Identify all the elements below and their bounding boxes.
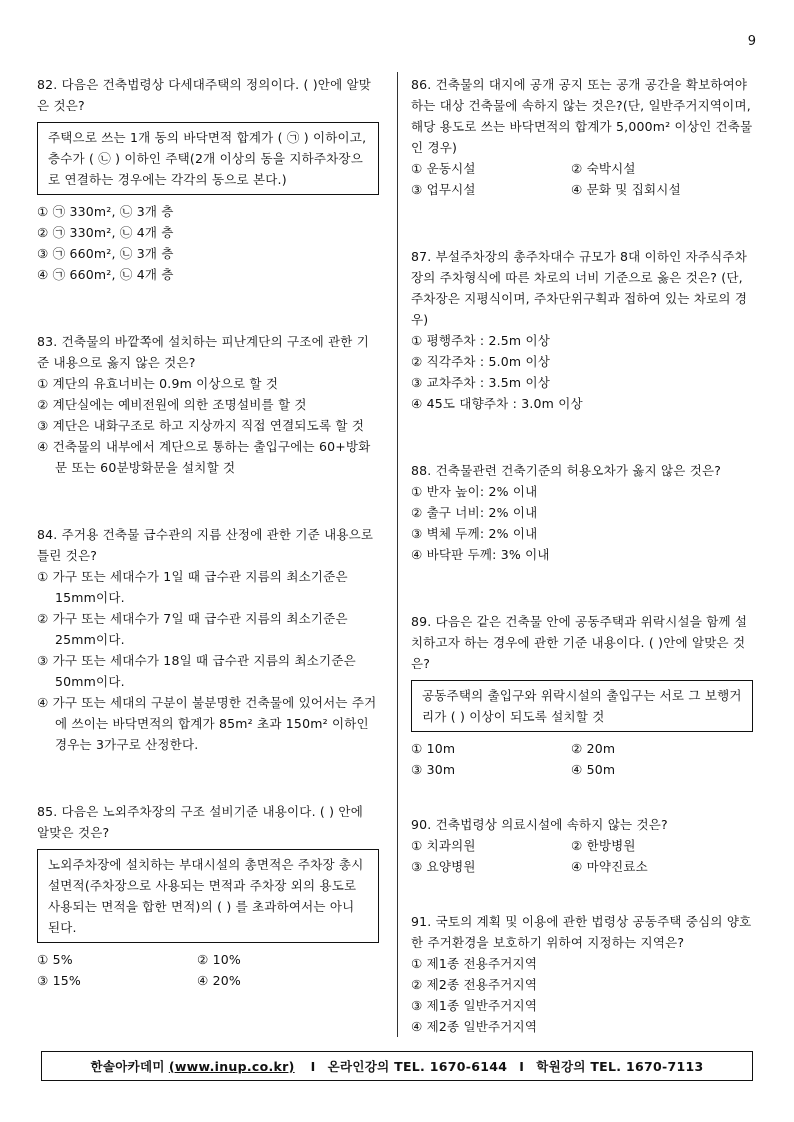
column-divider [397,72,398,1037]
question-box: 노외주차장에 설치하는 부대시설의 총면적은 주차장 총시설면적(주차장으로 사용되는 면적과 주차장 외의 용도로 사용되는 면적을 합한 면적)의 ( ) 를 초과하여서는 아니 된다. [37,849,379,943]
options-grid [411,835,753,877]
footer-banner [41,1051,753,1081]
question-91 [411,911,753,1037]
online-phone: 온라인강의 TEL. 1670-6144 [327,1059,508,1074]
option: ① 치과의원 [411,838,476,853]
option: ② 한방병원 [571,838,636,853]
question-89 [411,611,753,780]
option: ④ 가구 또는 세대의 구분이 불분명한 건축물에 있어서는 주거에 쓰이는 바닥면적의 합계가 85m² 초과 150m² 이하인 경우는 3가구로 산정한다. [37,695,377,752]
page-number: 9 [747,34,756,49]
question-84 [37,524,379,755]
option: ② ㉠ 330m², ㉡ 4개 층 [37,225,174,240]
option: ③ 교차주차 : 3.5m 이상 [411,375,551,390]
option: ③ 가구 또는 세대수가 18일 때 급수관 지름의 최소기준은 50mm이다. [37,653,356,689]
question-stem: 91. 국토의 계획 및 이용에 관한 법령상 공동주택 중심의 양호한 주거환경을 보호하기 위하여 지정하는 지역은? [411,914,752,950]
website-link[interactable]: (www.inup.co.kr) [168,1058,295,1074]
option: ③ 벽체 두께: 2% 이내 [411,526,538,541]
option: ③ 15% [37,973,81,988]
question-stem: 87. 부설주차장의 총주차대수 규모가 8대 이하인 자주식주차장의 주차형식에 따른 차로의 너비 기준으로 옳은 것은? (단, 주차장은 지평식이며, 주차단위구획과 접하여 있는 차로의 경우) [411,249,748,327]
question-90 [411,814,753,877]
option: ① 운동시설 [411,161,476,176]
option: ② 직각주차 : 5.0m 이상 [411,354,551,369]
question-stem: 84. 주거용 건축물 급수관의 지름 산정에 관한 기준 내용으로 틀린 것은? [37,527,374,563]
option: ① ㉠ 330m², ㉡ 3개 층 [37,204,174,219]
option: ③ 30m [411,762,456,777]
question-stem: 82. 다음은 건축법령상 다세대주택의 정의이다. ( )안에 알맞은 것은? [37,77,372,113]
options-grid [411,158,753,200]
option: ① 10m [411,741,456,756]
question-stem: 86. 건축물의 대지에 공개 공지 또는 공개 공간을 확보하여야 하는 대상 건축물에 속하지 않는 것은?(단, 일반주거지역이며, 해당 용도로 쓰는 바닥면적의 합계가 5,000m² 이상인 건축물인 경우) [411,77,753,155]
question-85 [37,801,379,991]
question-box: 주택으로 쓰는 1개 동의 바닥면적 합계가 ( ㉠ ) 이하이고, 층수가 ( ㉡ ) 이하인 주택(2개 이상의 동을 지하주차장으로 연결하는 경우에는 각각의 동으로 본다.) [37,122,379,195]
question-stem: 83. 건축물의 바깥쪽에 설치하는 피난계단의 구조에 관한 기준 내용으로 옳지 않은 것은? [37,334,370,370]
option: ④ 제2종 일반주거지역 [411,1019,538,1034]
option: ② 계단실에는 예비전원에 의한 조명설비를 할 것 [37,397,307,412]
option: ④ 문화 및 집회시설 [571,182,681,197]
option: ② 제2종 전용주거지역 [411,977,538,992]
option: ④ 마약진료소 [571,859,648,874]
option: ③ 업무시설 [411,182,476,197]
option: ① 가구 또는 세대수가 1일 때 급수관 지름의 최소기준은 15mm이다. [37,569,348,605]
option: ① 제1종 전용주거지역 [411,956,538,971]
question-stem: 89. 다음은 같은 건축물 안에 공동주택과 위락시설을 함께 설치하고자 하는 경우에 관한 기준 내용이다. ( )안에 알맞은 것은? [411,614,748,671]
option: ② 가구 또는 세대수가 7일 때 급수관 지름의 최소기준은 25mm이다. [37,611,348,647]
academy-name: 한솔아카데미 [90,1059,165,1074]
option: ② 20m [571,741,616,756]
option: ① 계단의 유효너비는 0.9m 이상으로 할 것 [37,376,279,391]
option: ① 평행주차 : 2.5m 이상 [411,333,551,348]
right-column [411,74,753,1037]
option: ① 5% [37,952,73,967]
question-stem: 88. 건축물관련 건축기준의 허용오차가 옳지 않은 것은? [411,463,722,478]
question-86 [411,74,753,200]
option: ③ 계단은 내화구조로 하고 지상까지 직접 연결되도록 할 것 [37,418,365,433]
question-88 [411,460,753,565]
separator: I [519,1058,525,1074]
option: ③ 제1종 일반주거지역 [411,998,538,1013]
option: ④ 바닥판 두께: 3% 이내 [411,547,550,562]
option: ① 반자 높이: 2% 이내 [411,484,538,499]
options-grid [411,738,753,780]
option: ② 10% [197,952,241,967]
option: ③ ㉠ 660m², ㉡ 3개 층 [37,246,174,261]
question-82 [37,74,379,285]
separator: I [310,1058,316,1074]
option: ④ 50m [571,762,616,777]
option: ④ 45도 대향주차 : 3.0m 이상 [411,396,583,411]
option: ② 출구 너비: 2% 이내 [411,505,538,520]
question-box: 공동주택의 출입구와 위락시설의 출입구는 서로 그 보행거리가 ( ) 이상이 되도록 설치할 것 [411,680,753,732]
left-column [37,74,379,991]
question-stem: 90. 건축법령상 의료시설에 속하지 않는 것은? [411,817,668,832]
option: ③ 요양병원 [411,859,476,874]
offline-phone: 학원강의 TEL. 1670-7113 [536,1059,704,1074]
option: ② 숙박시설 [571,161,636,176]
option: ④ ㉠ 660m², ㉡ 4개 층 [37,267,174,282]
option: ④ 20% [197,973,241,988]
question-83 [37,331,379,478]
option: ④ 건축물의 내부에서 계단으로 통하는 출입구에는 60+방화문 또는 60분방화문을 설치할 것 [37,439,371,475]
question-87 [411,246,753,414]
options-grid [37,949,379,991]
question-stem: 85. 다음은 노외주차장의 구조 설비기준 내용이다. ( ) 안에 알맞은 것은? [37,804,363,840]
